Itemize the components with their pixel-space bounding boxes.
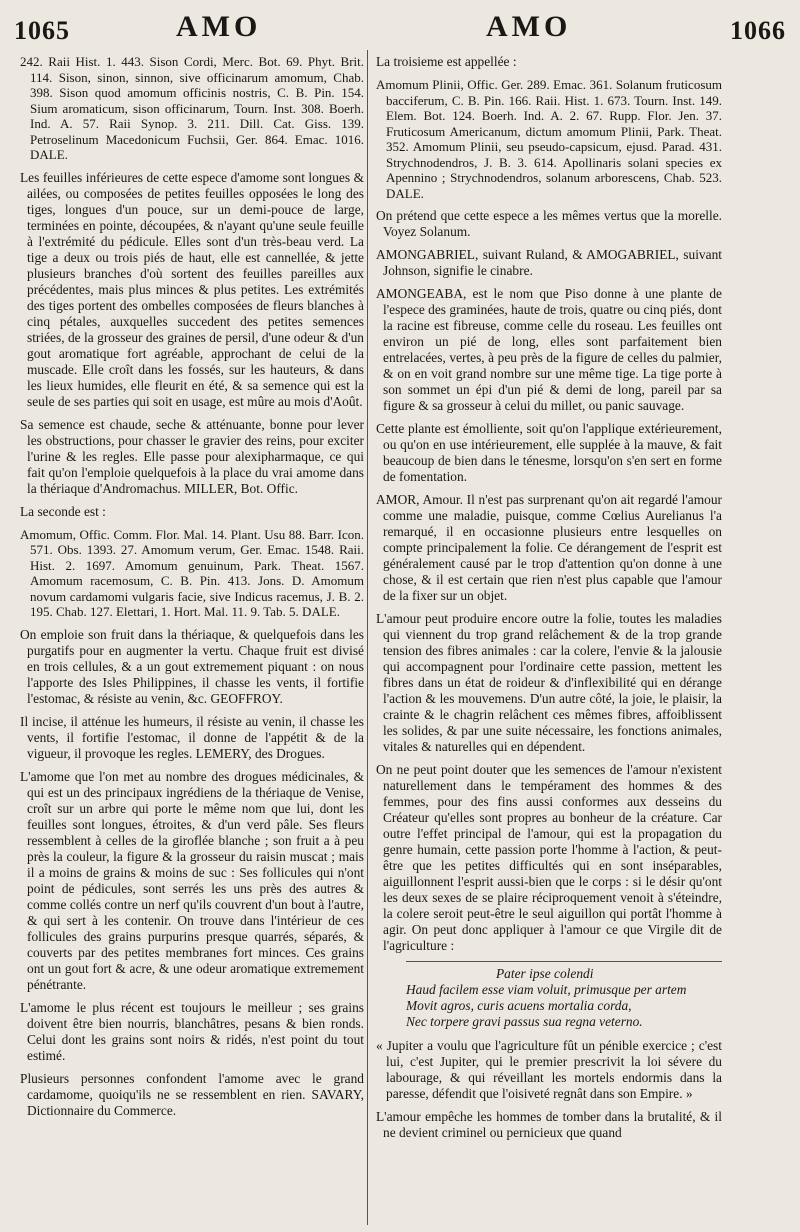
paragraph: Cette plante est émolliente, soit qu'on l'applique extérieurement, ou qu'on en use intérieurement, elle supplée à la mauve, & fait beaucoup de bien dans le ténesme, lorsqu'on s'en sert en forme de fomentation. — [376, 421, 722, 484]
verse-line: Movit agros, curis acuens mortalia corda, — [406, 998, 632, 1013]
section-label: La troisieme est appellée : — [376, 54, 517, 69]
paragraph: L'amour empêche les hommes de tomber dans la brutalité, & il ne devient criminel ou pernicieux que quand — [376, 1109, 722, 1140]
reference-block: Amomum, Offic. Comm. Flor. Mal. 14. Plant. Usu 88. Barr. Icon. 571. Obs. 1393. 27. Amomum verum, Ger. Emac. 1548. Raii. Hist. 2. 1697. Amomum genuinum, Park. Theat. 1567. Amomum racemosum, C. B. Pin. 413. Jons. D. Amomum novum cardamomi vulgaris facie, sive Indicus racemus, J. B. 2. 195. Chab. 127. Elettari, 1. Hort. Mal. 11. 9. Tab. 5. DALE. — [20, 526, 364, 619]
right-page-number: 1066 — [730, 16, 786, 45]
entry-amongabriel: AMONGABRIEL, suivant Ruland, & AMOGABRIEL, suivant Johnson, signifie le cinabre. — [376, 247, 722, 278]
paragraph: On prétend que cette espece a les mêmes vertus que la morelle. Voyez Solanum. — [376, 208, 722, 239]
paragraph: On emploie son fruit dans la thériaque, & quelquefois dans les purgatifs pour en augmenter la vertu. Chaque fruit est divisé en trois cellules, & a un gout extremement piquant : on nous l'apporte des Isles Philippines, il chasse les vents, il fortifie l'estomac, & résiste au venin, &c. GEOFFROY. — [20, 626, 364, 706]
entry-amongeaba: AMONGEABA, est le nom que Piso donne à une plante de l'espece des graminées, haute de trois, quatre ou cinq piés, dont la racine est fibreuse, comme celle du roseau. Les feuilles ont environ un pié de long, elles sont parfaitement bien entrelacées, vertes, à peu près de la figure de celles du palmier, & on en voit grand nombre sur une même tige. La tige porte à son sommet un épi d'un pié & demi de long, pareil par sa figure & sa grosseur à celui du millet, ou panic sauvage. — [376, 286, 722, 413]
paragraph: L'amome que l'on met au nombre des drogues médicinales, & qui est un des principaux ingrédiens de la thériaque de Venise, croît sur un arbre qui porte le même nom que lui, dont les feuilles sont longues, étroites, & d'un verd pâle. Ses fleurs ressemblent à celles de la giroflée blanche ; son fruit a à peu près la couleur, la figure & la grosseur du raisin muscat ; mais il a moins de grains & moins de suc : Ses follicules qui n'ont point de pédicules, sont serrés les uns près des autres & comme collés contre un nerf qu'ils couvrent d'un bout à l'autre, & qui sert à les contenir. On trouve dans l'intérieur de ces follicules des grains purpurins presque quarrés, séparés, & couverts par des petites membranes fort minces. Ces grains ont un gout fort & acre, & une odeur aromatique extremement pénétrante. — [20, 768, 364, 992]
left-running-head: AMO — [176, 10, 262, 43]
reference-block: Amomum Plinii, Offic. Ger. 289. Emac. 361. Solanum fruticosum bacciferum, C. B. Pin. 166. Raii. Hist. 1. 673. Tourn. Inst. 149. Elem. Bot. 124. Boerh. Ind. A. 2. 67. Rupp. Flor. Jen. 37. Fruticosum Americanum, dictum amomum Plinii, Park. Theat. 352. Amomum Plinii, seu pseudo-capsicum, ejusd. Parad. 431. Strychnodendros, J. B. 3. 614. Apollinaris solani species ex Apennino ; Strychnodendros, solanum arborescens, Chab. 523. DALE. — [376, 77, 722, 201]
column-divider — [367, 50, 368, 1225]
right-running-head: AMO — [486, 10, 572, 43]
verse-line: Pater ipse colendi — [496, 966, 594, 981]
paragraph: Plusieurs personnes confondent l'amome avec le grand cardamome, quoiqu'ils ne se ressemblent en rien. SAVARY, Dictionnaire du Commerce. — [20, 1070, 364, 1118]
paragraph: L'amome le plus récent est toujours le meilleur ; ses grains doivent être bien nourris, blanchâtres, pesans & bien ronds. Celui dont les grains sont noirs & ridés, n'est point du tout estimé. — [20, 999, 364, 1063]
left-page-number: 1065 — [14, 16, 70, 45]
page-header — [0, 0, 800, 52]
latin-verse — [406, 961, 722, 1030]
section-label: La seconde est : — [20, 503, 106, 519]
reference-block: 242. Raii Hist. 1. 443. Sison Cordi, Merc. Bot. 69. Phyt. Brit. 114. Sison, sinon, sinnon, sive officinarum amomum, Chab. 398. Sison quod amomum officinis nostris, C. B. Pin. 154. Sium aromaticum, sison officinarum, Tourn. Inst. 308. Boerh. Ind. A. 57. Raii Synop. 3. 211. Dill. Cat. Giss. 139. Petroselinum Macedonicum Fuchsii, Ger. 864. Emac. 1016. DALE. — [20, 54, 364, 162]
paragraph: On ne peut point douter que les semences de l'amour n'existent naturellement dans le tempérament des hommes & des femmes, pour des fins aussi conformes aux desseins du Créateur qu'elles sont propres au bonheur de la créature. Car outre l'effet principal de l'amour, qui est la propagation du genre humain, cette passion porte l'homme à l'action, & peut-être que les petites difficultés qui en sont inséparables, aiguillonnent l'esprit aussi-bien que le corps : si le désir qu'ont les deux sexes de se plaire réciproquement venoit à s'éteindre, la colere seroit peut-être le seul aiguillon qui portât l'homme à agir. On peut donc appliquer à l'amour ce que Virgile dit de l'agriculture : — [376, 762, 722, 953]
paragraph: Les feuilles inférieures de cette espece d'amome sont longues & ailées, ou composées de petites feuilles opposées le long des tiges, longues d'un pouce, sur un demi-pouce de large, terminées en pointe, découpées, & n'ayant qu'une seule feuille à l'extrémité du pédicule. Elles sont d'un très-beau verd. La tige a deux ou trois piés de haut, elle est cannellée, & jette plusieurs branches d'où sortent des feuilles pareilles aux précédentes, mais plus minces & plus petites. Les extrémités des tiges portent des ombelles composées de fleurs blanches à cinq pétales, auxquelles succedent des petites semences striées, de la grosseur des graines de persil, d'une odeur & d'un gout aromatique fort agréable, approchant de celui de la muscade. Elle croît dans les fossés, sur les hauteurs, & dans les lieux humides, elle fleurit en été, & sa semence qui est la seule de ses parties qui soit en usage, est mûre au mois d'Août. — [20, 169, 364, 409]
verse-line: Nec torpere gravi passus sua regna veterno. — [406, 1014, 643, 1029]
left-column — [20, 54, 364, 1126]
verse-line: Haud facilem esse viam voluit, primusque per artem — [406, 982, 687, 997]
entry-amor: AMOR, Amour. Il n'est pas surprenant qu'on ait regardé l'amour comme une maladie, puisque, comme Cœlius Aurelianus l'a remarqué, il en occasionne plusieurs entre lesquelles on compte principalement la folie. Ce dérangement de l'esprit est généralement causé par le trop d'attention qu'on donne à une chose, & il est certain que rien n'est plus capable que l'amour de la fixer sur un objet. — [376, 492, 722, 603]
paragraph: Sa semence est chaude, seche & atténuante, bonne pour lever les obstructions, pour chasser le gravier des reins, pour exciter l'urine & les regles. Elle passe pour alexipharmaque, ce qui fait qu'on l'emploie quelquefois à la place du vrai amome dans la thériaque d'Andromachus. MILLER, Bot. Offic. — [20, 416, 364, 496]
right-column — [376, 54, 722, 1148]
translation-quote: « Jupiter a voulu que l'agriculture fût un pénible exercice ; c'est lui, c'est Jupiter, qui le premier prescrivit la loi sévere du labourage, & qui réveillant les mortels endormis dans la paresse, défendit que l'oisiveté regnât dans son Empire. » — [376, 1038, 722, 1101]
paragraph: Il incise, il atténue les humeurs, il résiste au venin, il chasse les vents, il fortifie l'estomac, il donne de l'appétit & de la vigueur, il provoque les regles. LEMERY, des Drogues. — [20, 713, 364, 761]
paragraph: L'amour peut produire encore outre la folie, toutes les maladies qui viennent du trop grand relâchement & de la trop grande tension des fibres animales : car la colere, l'envie & la jalousie qui accompagnent pour l'ordinaire cette passion, mettent les fibres dans un état de roideur & d'inflexibilité qui en dérange l'action & les mouvemens. D'un autre côté, la joie, le plaisir, la crainte & le chagrin relâchent ces mêmes fibres, affoiblissent les solides, & par une suite nécessaire, les fonctions animales, vitales & naturelles qui en dépendent. — [376, 611, 722, 754]
